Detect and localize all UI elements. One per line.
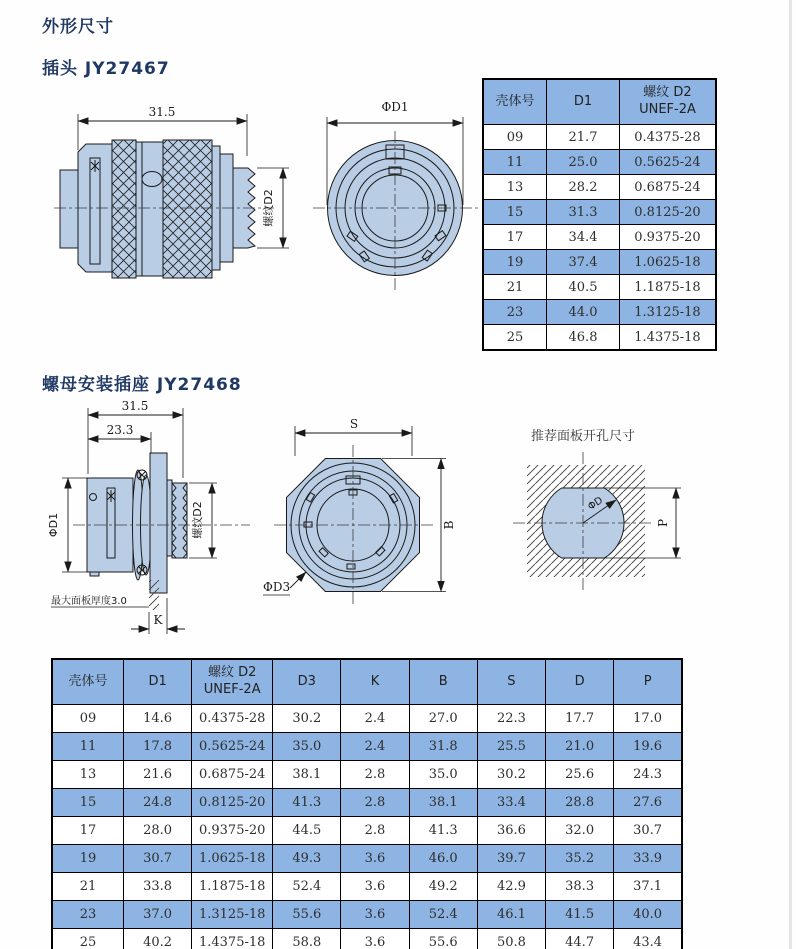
dimension-value-cell: 27.0 [409, 705, 477, 733]
dimension-value-cell: 30.2 [273, 705, 341, 733]
dimension-value-cell: 25.6 [546, 761, 614, 789]
dimension-value-cell: 31.8 [409, 733, 477, 761]
plug-width-dim-label: 31.5 [148, 105, 176, 119]
dimension-value-cell: 2.4 [341, 705, 409, 733]
plug-thread-dim-label: 螺纹D2 [262, 189, 275, 227]
table-row [483, 225, 716, 250]
dimension-value-cell: 41.3 [273, 789, 341, 817]
dimension-value-cell: 0.4375-28 [620, 125, 717, 150]
dimension-value-cell: 35.0 [409, 761, 477, 789]
table-row [52, 817, 682, 845]
dimension-value-cell: 17.0 [614, 705, 682, 733]
table-row [52, 761, 682, 789]
shell-number-cell: 17 [483, 225, 547, 250]
table-row [52, 929, 682, 949]
dimension-value-cell: 44.5 [273, 817, 341, 845]
dimension-value-cell: 0.6875-24 [192, 761, 273, 789]
dimension-value-cell: 2.8 [341, 817, 409, 845]
table-row [52, 845, 682, 873]
column-header: B [409, 659, 477, 705]
column-header: D1 [124, 659, 192, 705]
dimension-value-cell: 2.4 [341, 733, 409, 761]
shell-number-cell: 15 [483, 200, 547, 225]
dimension-value-cell: 55.6 [409, 929, 477, 949]
dimension-value-cell: 44.7 [546, 929, 614, 949]
socket-d3-dim-label: ΦD3 [263, 580, 291, 594]
dimension-value-cell: 38.1 [409, 789, 477, 817]
dimension-value-cell: 37.0 [124, 901, 192, 929]
dimension-value-cell: 30.7 [614, 817, 682, 845]
dimension-value-cell: 3.6 [341, 929, 409, 949]
shell-number-cell: 15 [52, 789, 124, 817]
dimension-value-cell: 58.8 [273, 929, 341, 949]
socket-section-title: 螺母安装插座 JY27468 [42, 375, 242, 395]
shell-number-cell: 21 [52, 873, 124, 901]
shell-number-cell: 19 [483, 250, 547, 275]
dimension-value-cell: 0.9375-20 [620, 225, 717, 250]
shell-number-cell: 11 [52, 733, 124, 761]
dimension-value-cell: 0.9375-20 [192, 817, 273, 845]
dimension-value-cell: 33.4 [477, 789, 545, 817]
table-row [483, 150, 716, 175]
socket-dimensions-table [51, 658, 683, 949]
shell-number-cell: 23 [483, 300, 547, 325]
dimension-value-cell: 0.5625-24 [192, 733, 273, 761]
dimension-value-cell: 37.4 [547, 250, 620, 275]
socket-diameter-dim-label: ΦD1 [47, 512, 60, 538]
dimension-value-cell: 3.6 [341, 845, 409, 873]
socket-body-shape [87, 453, 187, 610]
panel-hole-diameter-label: ΦD [586, 495, 606, 513]
column-header: P [614, 659, 682, 705]
column-header: K [341, 659, 409, 705]
dimension-value-cell: 27.6 [614, 789, 682, 817]
dimension-value-cell: 28.8 [546, 789, 614, 817]
shell-number-cell: 21 [483, 275, 547, 300]
dimension-value-cell: 32.0 [546, 817, 614, 845]
dimension-value-cell: 1.1875-18 [192, 873, 273, 901]
dimension-value-cell: 0.8125-20 [192, 789, 273, 817]
socket-front-view-drawing [262, 400, 475, 650]
dimension-value-cell: 2.8 [341, 761, 409, 789]
dimension-value-cell: 24.3 [614, 761, 682, 789]
column-header: 壳体号 [483, 79, 547, 125]
dimension-value-cell: 30.7 [124, 845, 192, 873]
dimension-value-cell: 25.5 [477, 733, 545, 761]
dimension-value-cell: 35.0 [273, 733, 341, 761]
socket-front-width-dim-label: 23.3 [106, 423, 134, 437]
header-row [52, 659, 682, 705]
column-header: 螺纹 D2 UNEF-2A [620, 79, 717, 125]
shell-number-cell: 23 [52, 901, 124, 929]
column-header: D3 [273, 659, 341, 705]
plug-diameter-dim-label: ΦD1 [381, 100, 409, 114]
dimension-value-cell: 24.8 [124, 789, 192, 817]
table-row [52, 873, 682, 901]
table-row [483, 125, 716, 150]
dimension-value-cell: 17.8 [124, 733, 192, 761]
shell-number-cell: 11 [483, 150, 547, 175]
plug-section-title: 插头 JY27467 [42, 59, 170, 79]
dimension-value-cell: 46.1 [477, 901, 545, 929]
dimension-value-cell: 17.7 [546, 705, 614, 733]
dimension-value-cell: 36.6 [477, 817, 545, 845]
page-title: 外形尺寸 [42, 17, 114, 37]
dimension-value-cell: 21.6 [124, 761, 192, 789]
dimension-value-cell: 1.4375-18 [620, 325, 717, 351]
dimension-value-cell: 0.5625-24 [620, 150, 717, 175]
plug-front-view-drawing [298, 95, 493, 325]
socket-thread-dim-label: 螺纹D2 [191, 501, 204, 539]
table-row [52, 733, 682, 761]
dimension-value-cell: 3.6 [341, 901, 409, 929]
plug-dimensions-table [482, 78, 717, 351]
table-row [52, 789, 682, 817]
dimension-value-cell: 21.0 [546, 733, 614, 761]
dimension-value-cell: 41.3 [409, 817, 477, 845]
socket-s-dim-label: S [349, 417, 359, 431]
dimension-value-cell: 14.6 [124, 705, 192, 733]
table-row [52, 901, 682, 929]
dimension-value-cell: 31.3 [547, 200, 620, 225]
dimension-value-cell: 0.8125-20 [620, 200, 717, 225]
column-header: S [477, 659, 545, 705]
table-row [483, 300, 716, 325]
dimension-value-cell: 33.9 [614, 845, 682, 873]
dimension-value-cell: 22.3 [477, 705, 545, 733]
dimension-value-cell: 1.3125-18 [192, 901, 273, 929]
column-header: D1 [547, 79, 620, 125]
column-header: D [546, 659, 614, 705]
dimension-value-cell: 46.0 [409, 845, 477, 873]
dimension-value-cell: 19.6 [614, 733, 682, 761]
dimension-value-cell: 41.5 [546, 901, 614, 929]
shell-number-cell: 19 [52, 845, 124, 873]
table-row [483, 250, 716, 275]
shell-number-cell: 17 [52, 817, 124, 845]
panel-p-dim-label: P [656, 518, 670, 528]
dimension-value-cell: 40.0 [614, 901, 682, 929]
dimension-value-cell: 1.3125-18 [620, 300, 717, 325]
column-header: 壳体号 [52, 659, 124, 705]
shell-number-cell: 13 [52, 761, 124, 789]
page-edge-line [789, 0, 792, 949]
dimension-value-cell: 49.2 [409, 873, 477, 901]
plug-body-shape [60, 140, 255, 278]
table-row [483, 200, 716, 225]
dimension-value-cell: 3.6 [341, 873, 409, 901]
table-row [483, 175, 716, 200]
table-row [52, 705, 682, 733]
dimension-value-cell: 1.4375-18 [192, 929, 273, 949]
dimension-value-cell: 1.0625-18 [620, 250, 717, 275]
dimension-value-cell: 42.9 [477, 873, 545, 901]
shell-number-cell: 25 [483, 325, 547, 351]
dimension-value-cell: 25.0 [547, 150, 620, 175]
dimension-value-cell: 1.1875-18 [620, 275, 717, 300]
shell-number-cell: 25 [52, 929, 124, 949]
socket-k-dim-label: K [153, 613, 163, 627]
dimension-value-cell: 43.4 [614, 929, 682, 949]
dimension-value-cell: 38.3 [546, 873, 614, 901]
dimension-value-cell: 37.1 [614, 873, 682, 901]
panel-thickness-note: 最大面板厚度3.0 [51, 596, 127, 607]
socket-b-dim-label: B [442, 520, 456, 530]
dimension-value-cell: 46.8 [547, 325, 620, 351]
dimension-value-cell: 44.0 [547, 300, 620, 325]
shell-number-cell: 09 [52, 705, 124, 733]
dimension-value-cell: 21.7 [547, 125, 620, 150]
header-row [483, 79, 716, 125]
table-row [483, 275, 716, 300]
panel-cutout-title: 推荐面板开孔尺寸 [531, 429, 636, 444]
dimension-value-cell: 2.8 [341, 789, 409, 817]
dimension-value-cell: 0.6875-24 [620, 175, 717, 200]
dimension-value-cell: 49.3 [273, 845, 341, 873]
panel-cutout-drawing [495, 420, 793, 645]
dimension-value-cell: 52.4 [409, 901, 477, 929]
dimension-value-cell: 55.6 [273, 901, 341, 929]
dimension-value-cell: 0.4375-28 [192, 705, 273, 733]
dimension-value-cell: 50.8 [477, 929, 545, 949]
shell-number-cell: 09 [483, 125, 547, 150]
dimension-value-cell: 40.2 [124, 929, 192, 949]
socket-side-view-drawing [45, 398, 270, 653]
dimension-value-cell: 34.4 [547, 225, 620, 250]
dimension-value-cell: 28.2 [547, 175, 620, 200]
column-header: 螺纹 D2 UNEF-2A [192, 659, 273, 705]
dimension-value-cell: 30.2 [477, 761, 545, 789]
dimension-value-cell: 39.7 [477, 845, 545, 873]
dimension-value-cell: 52.4 [273, 873, 341, 901]
socket-total-width-dim-label: 31.5 [121, 399, 149, 413]
dimension-value-cell: 40.5 [547, 275, 620, 300]
dimension-value-cell: 35.2 [546, 845, 614, 873]
dimension-value-cell: 33.8 [124, 873, 192, 901]
dimension-value-cell: 38.1 [273, 761, 341, 789]
dimension-value-cell: 1.0625-18 [192, 845, 273, 873]
plug-side-view-drawing [52, 90, 300, 330]
shell-number-cell: 13 [483, 175, 547, 200]
dimension-value-cell: 28.0 [124, 817, 192, 845]
table-row [483, 325, 716, 351]
